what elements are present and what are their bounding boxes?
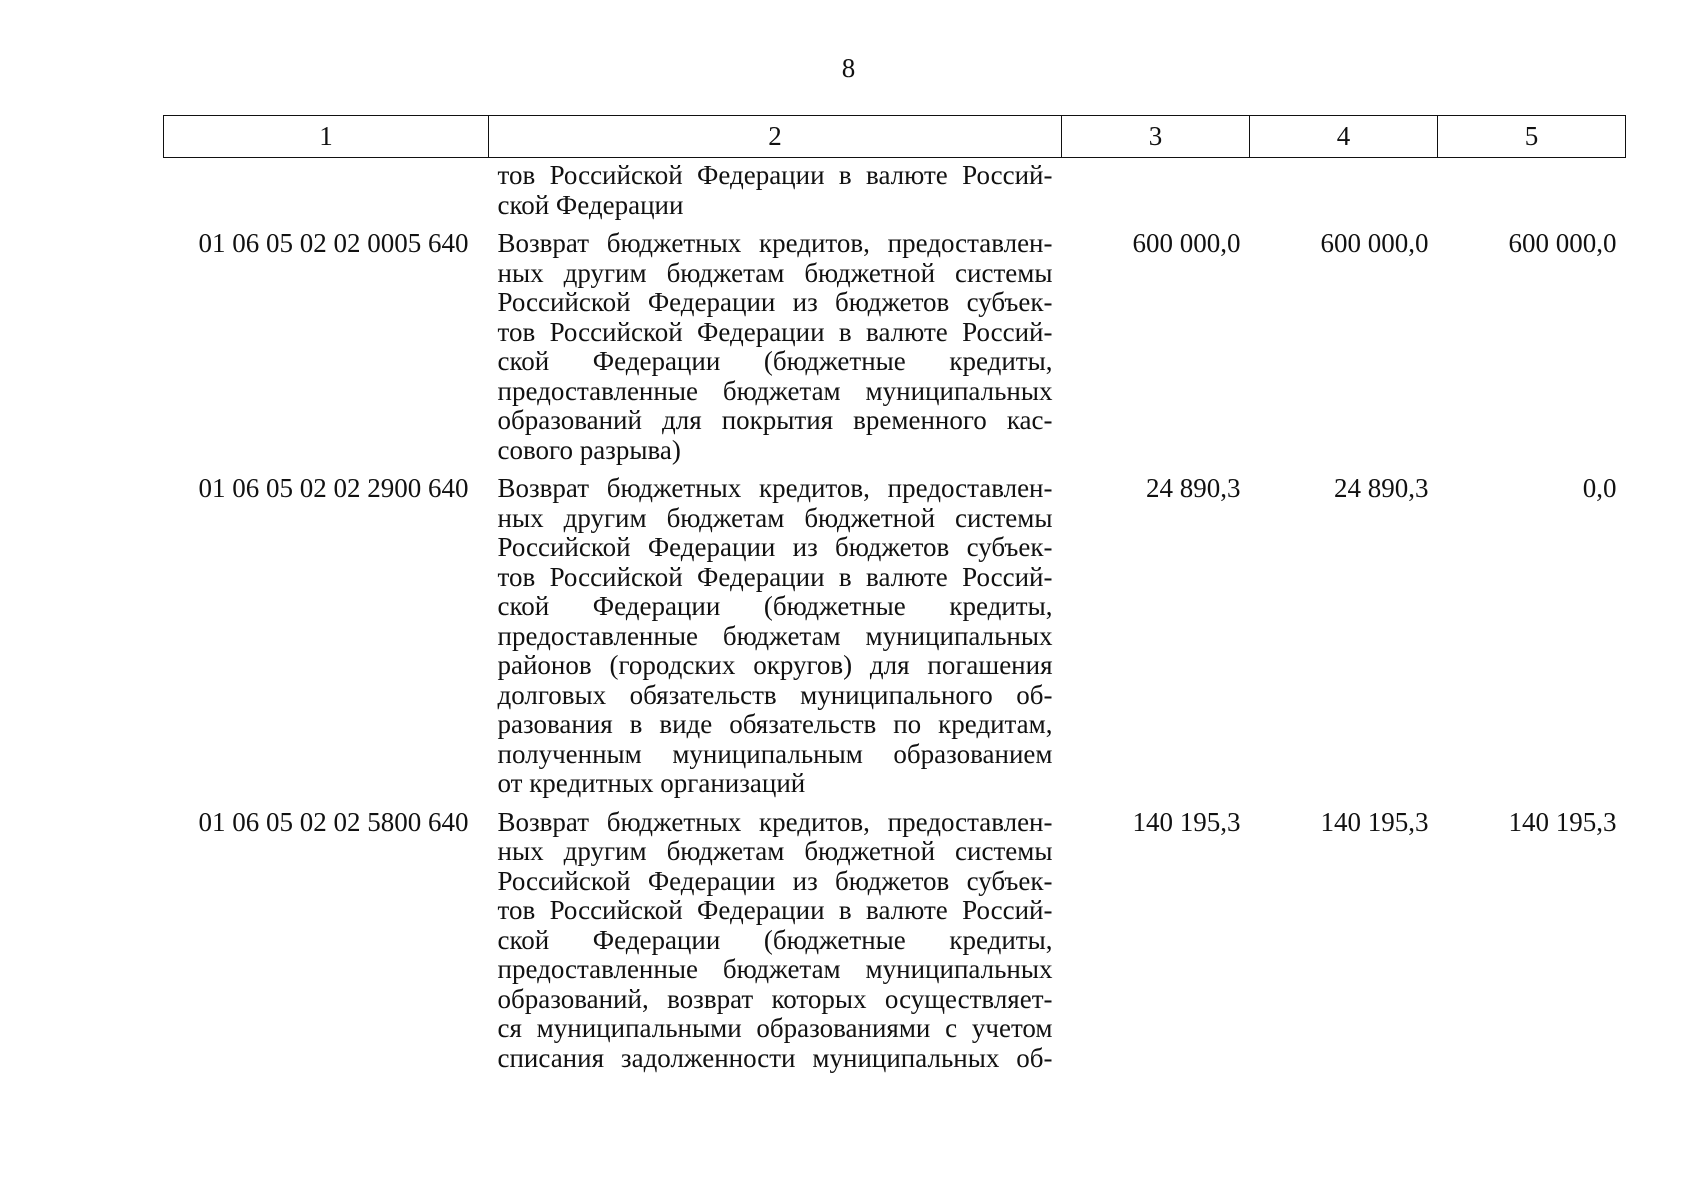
continuation-row — [164, 158, 1626, 230]
description-line: ской Федерации (бюджетные кредиты, — [497, 346, 1053, 376]
table-header-row — [164, 116, 1626, 158]
description-line: тов Российской Федерации в валюте Россий- — [497, 160, 1053, 190]
description-line: от кредитных организаций — [497, 768, 806, 798]
continuation-description — [489, 158, 1062, 230]
description-line: ской Федерации — [497, 189, 684, 220]
row-value-col5: 140 195,3 — [1508, 806, 1617, 837]
description-line: ных другим бюджетам бюджетной системы — [497, 502, 1053, 533]
table-row — [164, 808, 1626, 1083]
row-value-col4: 140 195,3 — [1320, 806, 1429, 837]
description-line: ных другим бюджетам бюджетной системы — [497, 836, 1053, 866]
row-value-col5: 0,0 — [1582, 473, 1617, 503]
description-line: долговых обязательств муниципального об- — [497, 679, 1053, 710]
description-line: предоставленные бюджетам муниципальных — [497, 375, 1053, 406]
row-value-col4: 24 890,3 — [1334, 473, 1429, 503]
description-line: образований, возврат которых осуществляет- — [497, 983, 1053, 1014]
description-line: полученным муниципальным образованием — [497, 738, 1053, 769]
row-code: 01 06 05 02 02 5800 640 — [198, 806, 469, 837]
description-line: Возврат бюджетных кредитов, предоставлен- — [497, 806, 1053, 837]
description-line: предоставленные бюджетам муниципальных — [497, 620, 1053, 651]
row-description — [489, 474, 1062, 808]
row-value-col3: 24 890,3 — [1146, 473, 1241, 503]
column-header-4: 4 — [1250, 116, 1438, 158]
column-header-3: 3 — [1062, 116, 1250, 158]
description-line: тов Российской Федерации в валюте Россий- — [497, 561, 1053, 592]
budget-table — [163, 115, 1626, 1082]
table-row — [164, 229, 1626, 474]
description-line: ской Федерации (бюджетные кредиты, — [497, 591, 1053, 621]
row-code: 01 06 05 02 02 0005 640 — [198, 228, 469, 258]
description-line: образований для покрытия временного кас- — [497, 405, 1053, 435]
description-line: районов (городских округов) для погашения — [497, 650, 1053, 680]
description-line: списания задолженности муниципальных об- — [497, 1042, 1053, 1073]
column-header-1: 1 — [164, 116, 489, 158]
description-line: тов Российской Федерации в валюте Россий- — [497, 895, 1053, 925]
description-line: разования в виде обязательств по кредитам, — [497, 709, 1053, 739]
page-number: 8 — [841, 53, 856, 83]
description-line: ся муниципальными образованиями с учетом — [497, 1013, 1053, 1043]
column-header-2: 2 — [489, 116, 1062, 158]
description-line: Российской Федерации из бюджетов субъек- — [497, 287, 1053, 317]
description-line: Возврат бюджетных кредитов, предоставлен- — [497, 473, 1053, 503]
row-code: 01 06 05 02 02 2900 640 — [198, 473, 469, 503]
row-description — [489, 808, 1062, 1083]
description-line: Российской Федерации из бюджетов субъек- — [497, 532, 1053, 562]
description-line: Возврат бюджетных кредитов, предоставлен- — [497, 228, 1053, 258]
row-description — [489, 229, 1062, 474]
row-value-col3: 600 000,0 — [1132, 228, 1241, 258]
row-value-col5: 600 000,0 — [1508, 228, 1617, 258]
row-value-col4: 600 000,0 — [1320, 228, 1429, 258]
column-header-5: 5 — [1438, 116, 1626, 158]
description-line: ных другим бюджетам бюджетной системы — [497, 257, 1053, 288]
description-line: тов Российской Федерации в валюте Россий- — [497, 316, 1053, 347]
description-line: сового разрыва) — [497, 434, 681, 465]
description-line: ской Федерации (бюджетные кредиты, — [497, 924, 1053, 955]
table-row — [164, 474, 1626, 808]
row-value-col3: 140 195,3 — [1132, 806, 1241, 837]
description-line: Российской Федерации из бюджетов субъек- — [497, 865, 1053, 896]
description-line: предоставленные бюджетам муниципальных — [497, 954, 1053, 984]
continuation-code-cell — [164, 158, 489, 230]
